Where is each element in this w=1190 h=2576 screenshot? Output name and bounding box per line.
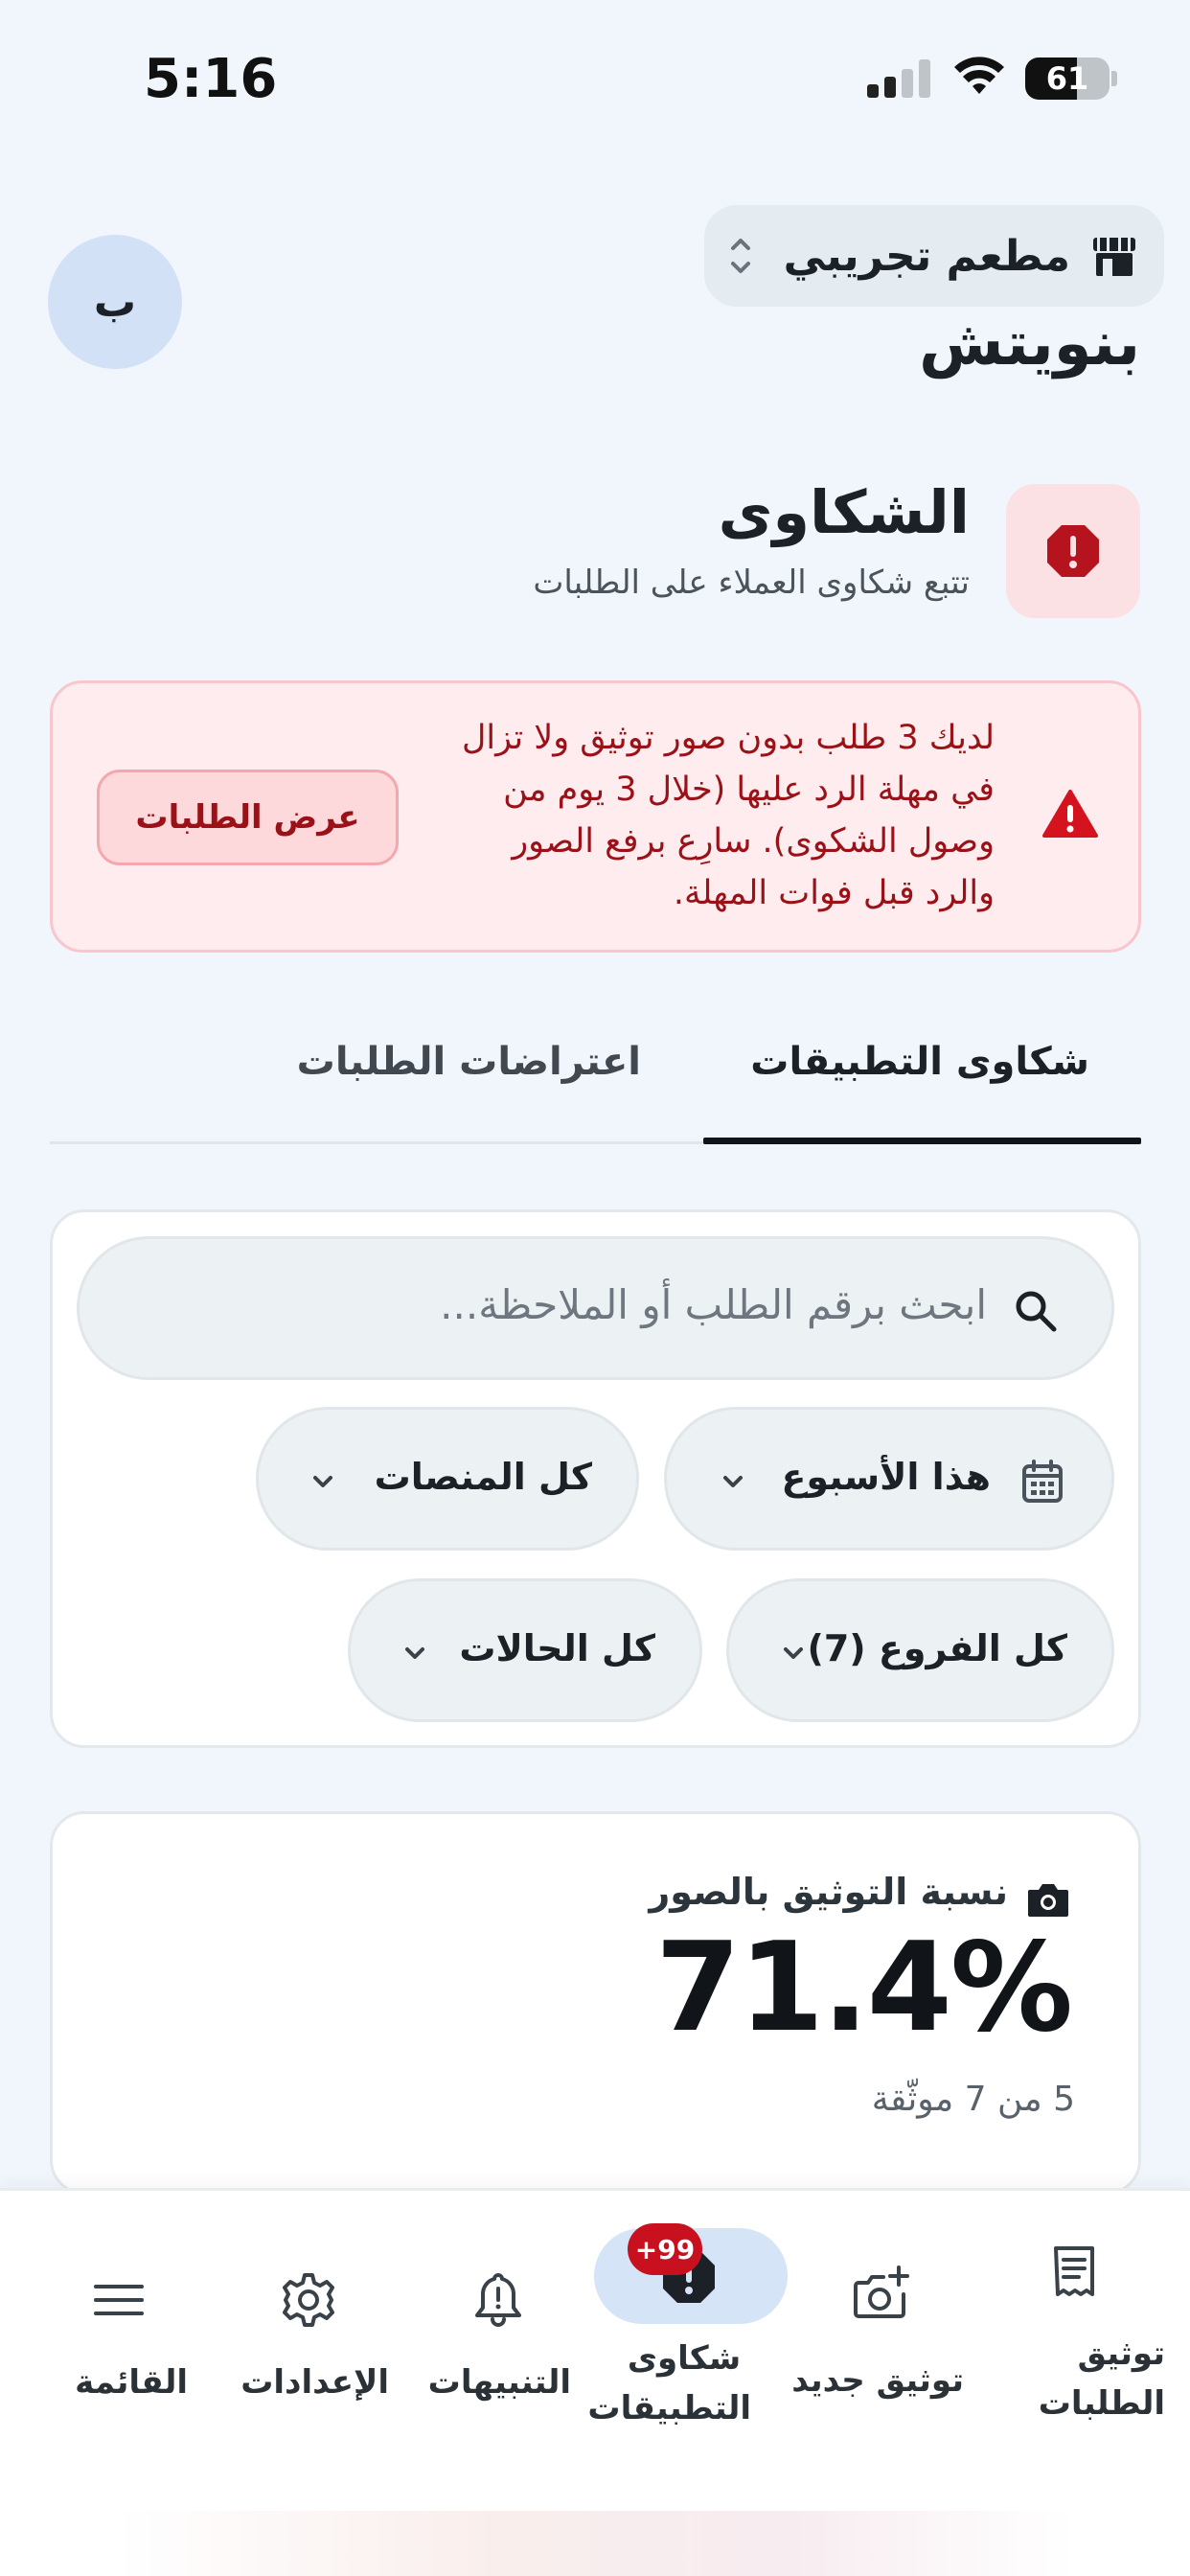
chevron-up-down-icon xyxy=(723,229,758,283)
home-indicator-area xyxy=(115,2511,1073,2576)
camera-plus-icon xyxy=(851,2264,912,2325)
photo-rate-value: 71.4% xyxy=(654,1917,1071,2059)
receipt-icon xyxy=(1044,2242,1106,2304)
photo-rate-subtext: 5 من 7 موثّقة xyxy=(871,2080,1075,2119)
search-input[interactable] xyxy=(77,1236,1114,1380)
nav-label: الإعدادات xyxy=(240,2363,389,2402)
platform-filter-label: كل المنصات xyxy=(374,1456,592,1498)
tab-app-complaints[interactable]: شكاوى التطبيقات xyxy=(750,1040,1089,1084)
notification-badge: +99 xyxy=(628,2223,702,2275)
nav-label: التنبيهات xyxy=(427,2363,571,2402)
battery-icon xyxy=(1025,58,1121,100)
page-subtitle: تتبع شكاوى العملاء على الطلبات xyxy=(533,564,970,602)
alert-message: لديك 3 طلب بدون صور توثيق ولا تزال في مهلة الرد عليها (خلال 3 يوم من وصول الشكوى). سارِع برفع الصور والرد قبل فوات المهلة. xyxy=(461,719,995,912)
chevron-down-icon xyxy=(399,1637,431,1669)
nav-item-menu[interactable] xyxy=(48,2262,201,2405)
branch-filter[interactable] xyxy=(726,1578,1114,1722)
nav-item-orders-documentation[interactable] xyxy=(1016,2233,1190,2425)
store-icon xyxy=(1089,234,1139,278)
status-filter-label: كل الحالات xyxy=(459,1627,655,1669)
gear-icon xyxy=(278,2269,339,2331)
bell-alert-icon xyxy=(468,2269,529,2331)
nav-item-settings[interactable] xyxy=(230,2262,393,2405)
period-filter-label: هذا الأسبوع xyxy=(781,1456,991,1498)
warning-icon xyxy=(1042,789,1098,839)
complaint-icon xyxy=(1006,484,1140,618)
chevron-down-icon xyxy=(777,1637,810,1669)
search-icon xyxy=(1012,1287,1060,1335)
nav-label: توثيق جديد xyxy=(791,2361,964,2400)
view-orders-button[interactable]: عرض الطلبات xyxy=(97,770,399,865)
calendar-icon xyxy=(1021,1460,1064,1504)
tab-order-disputes[interactable]: اعتراضات الطلبات xyxy=(296,1040,641,1084)
wifi-icon xyxy=(953,56,1005,98)
active-tab-indicator xyxy=(703,1138,1141,1144)
search-placeholder: ابحث برقم الطلب أو الملاحظة... xyxy=(440,1281,987,1328)
page-title: الشكاوى xyxy=(718,477,970,547)
brand-name: بنويتش xyxy=(919,309,1140,380)
missing-photos-alert xyxy=(50,680,1141,953)
camera-icon xyxy=(1026,1880,1070,1919)
nav-label: القائمة xyxy=(75,2363,188,2402)
avatar[interactable]: ب xyxy=(48,235,182,369)
platform-filter[interactable] xyxy=(256,1407,639,1551)
chevron-down-icon xyxy=(307,1465,339,1498)
status-time: 5:16 xyxy=(144,48,278,110)
nav-item-new-documentation[interactable] xyxy=(791,2233,968,2425)
chevron-down-icon xyxy=(717,1465,749,1498)
battery-level: 61 xyxy=(1045,60,1089,97)
menu-icon xyxy=(88,2269,149,2331)
branch-filter-label: كل الفروع (7) xyxy=(807,1627,1067,1669)
store-switcher[interactable] xyxy=(704,205,1164,307)
nav-item-alerts[interactable] xyxy=(422,2262,575,2405)
photo-rate-label: نسبة التوثيق بالصور xyxy=(649,1871,1008,1913)
status-filter[interactable] xyxy=(348,1578,702,1722)
signal-icon xyxy=(867,59,930,98)
nav-label: شكاوى التطبيقات xyxy=(587,2339,751,2427)
nav-label: توثيق الطلبات xyxy=(1038,2334,1165,2423)
store-name: مطعم تجريبي xyxy=(783,231,1070,281)
period-filter[interactable] xyxy=(664,1407,1114,1551)
